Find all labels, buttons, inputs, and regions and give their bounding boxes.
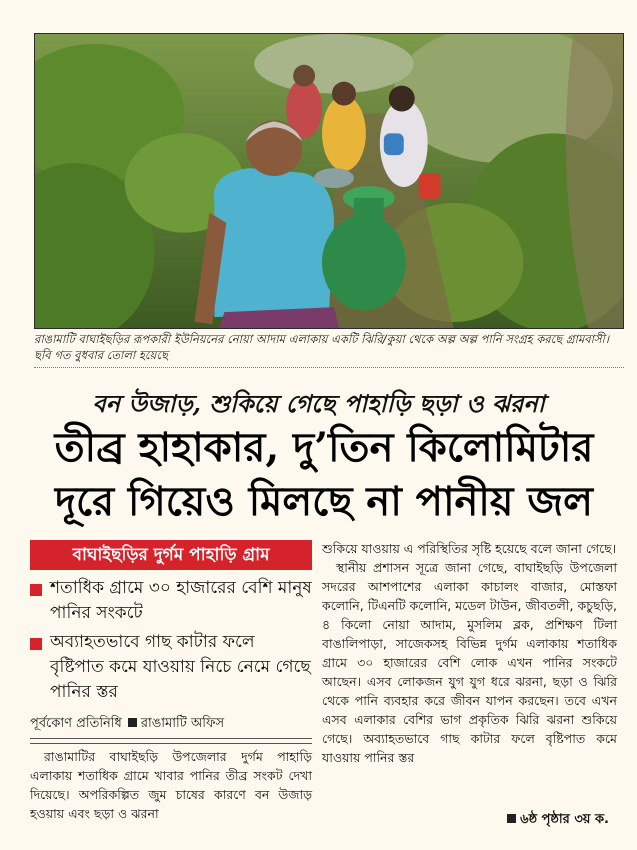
square-separator-icon [128,718,137,727]
news-photo [34,33,624,329]
section-banner: বাঘাইছড়ির দুর্গম পাহাড়ি গ্রাম [30,540,312,570]
bullet-text: শতাধিক গ্রামে ৩০ হাজারের বেশি মানুষ পানির সংকটে [50,578,312,623]
byline-reporter: পূর্বকোণ প্রতিনিধি [30,716,122,731]
body-paragraph: স্থানীয় প্রশাসন সূত্রে জানা গেছে, বাঘাইছড়ি উপজেলা সদরের আশপাশের এলাকা কাচালং বাজার, মোস্তফা কলোনি, টিএনটি কলোনি, মডেল টাউন, জীবতলী, কচুছড়ি, ৪ কিলো নোয়া আদাম, মুসলিম ব্লক, প্রশিক্ষণ টিলা বাঙালিপাড়া, সাজেকসহ বিভিন্ন দুর্গম এলাকায় শতাধিক গ্রামে ৩০ হাজারের বেশি লোক এখন পানির সংকটে আছেন। এসব লোকজন যুগ যুগ ধরে ঝরনা, ছড়া ও ঝিরি থেকে পানি ব্যবহার করে জীবন যাপন করছেন। তবে এখন এসব এলাকার বেশির ভাগ প্রকৃতিক ঝিরি ঝরনা শুকিয়ে গেছে। অব্যাহতভাবে গাছ কাটার ফলে বৃষ্টিপাত কমে যাওয়ায় পানির স্তর [322,560,617,765]
bullet-item [30,576,312,626]
double-rule-divider [30,738,312,744]
continued-text: ৬ষ্ঠ পৃষ্ঠার ৩য় ক. [520,812,609,827]
highlight-bullets [30,576,312,709]
headline-line-1: তীব্র হাহাকার, দু’তিন কিলোমিটার [54,424,594,471]
bullet-text: অব্যাহতভাবে গাছ কাটার ফলে বৃষ্টিপাত কমে যাওয়ায় নিচে নেমে গেছে পানির স্তর [50,632,311,702]
headline-line-2: দূরে গিয়েও মিলছে না পানীয় জল [55,478,593,525]
body-paragraph: রাঙামাটির বাঘাইছড়ি উপজেলার দুর্গম পাহাড়ি এলাকায় শতাধিক গ্রামে খাবার পানির তীব্র সংকট দেখা দিয়েছে। অপরিকল্পিত জুম চাষের কারণে বন উজাড় হওয়ায় এবং ছড়া ও ঝরনা [30,749,312,821]
square-bullet-icon [507,814,516,823]
photo-caption: রাঙামাটি বাঘাইছড়ির রূপকারী ইউনিয়নের নোয়া আদাম এলাকায় একটি ঝিরি/কুয়া থেকে অল্প অল্প পানি সংগ্রহ করছে গ্রামবাসী। ছবি গত বুধবার তোলা হয়েছে [34,331,624,368]
byline [30,715,312,733]
kicker-headline: বন উজাড়, শুকিয়ে গেছে পাহাড়ি ছড়া ও ঝরনা [92,389,545,418]
red-square-icon [30,638,42,650]
byline-office: রাঙামাটি অফিস [140,716,225,731]
body-paragraph: শুকিয়ে যাওয়ায় এ পরিস্থিতির সৃষ্টি হয়েছে বলে জানা গেছে। [322,541,617,556]
photo-villagers-carrying-water [35,34,623,328]
bullet-item [30,630,312,705]
red-square-icon [30,584,42,596]
article-body-left [30,747,312,823]
main-headline [24,421,624,529]
article-body-right [322,539,617,767]
continued-note [507,810,609,831]
